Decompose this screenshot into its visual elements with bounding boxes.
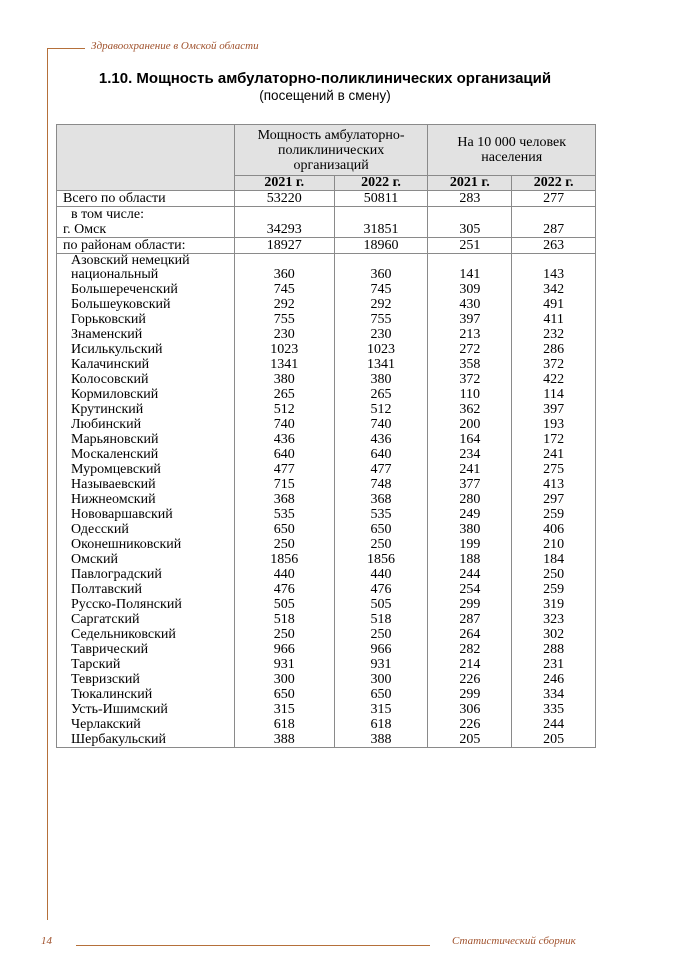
row-label: Крутинский: [57, 402, 235, 417]
value-cell: 377: [428, 477, 512, 492]
table-row: [57, 582, 596, 597]
value-cell: 306: [428, 702, 512, 717]
value-cell: 397: [512, 402, 596, 417]
value-cell: 440: [334, 567, 428, 582]
year-header: 2022 г.: [334, 176, 428, 191]
row-label: Москаленский: [57, 447, 235, 462]
value-cell: 287: [512, 222, 596, 238]
value-cell: [428, 207, 512, 223]
value-cell: 323: [512, 612, 596, 627]
value-cell: 319: [512, 597, 596, 612]
corner-header-cell: [57, 125, 235, 191]
table-row: [57, 492, 596, 507]
table-row: [57, 297, 596, 312]
table-row: [57, 447, 596, 462]
value-cell: 241: [512, 447, 596, 462]
row-label: Таврический: [57, 642, 235, 657]
table-row: [57, 327, 596, 342]
value-cell: 931: [334, 657, 428, 672]
value-cell: 299: [428, 597, 512, 612]
table-row: [57, 254, 596, 283]
value-cell: 931: [234, 657, 334, 672]
row-label: Седельниковский: [57, 627, 235, 642]
value-cell: 283: [428, 191, 512, 207]
value-cell: 188: [428, 552, 512, 567]
value-cell: 372: [428, 372, 512, 387]
value-cell: 300: [234, 672, 334, 687]
value-cell: 491: [512, 297, 596, 312]
value-cell: 226: [428, 717, 512, 732]
value-cell: 1856: [334, 552, 428, 567]
value-cell: 1341: [334, 357, 428, 372]
row-label: в том числе:: [57, 207, 235, 223]
value-cell: [512, 207, 596, 223]
value-cell: 244: [428, 567, 512, 582]
value-cell: 715: [234, 477, 334, 492]
value-cell: 193: [512, 417, 596, 432]
value-cell: 230: [234, 327, 334, 342]
value-cell: 505: [334, 597, 428, 612]
value-cell: 388: [234, 732, 334, 748]
column-group-per-10000: На 10 000 человек населения: [428, 125, 596, 176]
row-label: Называевский: [57, 477, 235, 492]
table-row: [57, 312, 596, 327]
value-cell: 618: [234, 717, 334, 732]
table-row: [57, 507, 596, 522]
value-cell: 288: [512, 642, 596, 657]
row-label: Любинский: [57, 417, 235, 432]
row-label: Полтавский: [57, 582, 235, 597]
value-cell: 250: [334, 537, 428, 552]
value-cell: 287: [428, 612, 512, 627]
row-label: Русско-Полянский: [57, 597, 235, 612]
value-cell: 406: [512, 522, 596, 537]
row-label: Омский: [57, 552, 235, 567]
value-cell: 300: [334, 672, 428, 687]
table-row: [57, 522, 596, 537]
value-cell: 232: [512, 327, 596, 342]
row-label: Нововаршавский: [57, 507, 235, 522]
row-label: Павлоградский: [57, 567, 235, 582]
value-cell: 246: [512, 672, 596, 687]
running-footer: Статистический сборник: [452, 935, 576, 947]
table-row: [57, 477, 596, 492]
value-cell: 966: [234, 642, 334, 657]
table-row: [57, 657, 596, 672]
value-cell: 650: [234, 522, 334, 537]
value-cell: 250: [234, 627, 334, 642]
value-cell: 309: [428, 282, 512, 297]
value-cell: 302: [512, 627, 596, 642]
value-cell: 275: [512, 462, 596, 477]
value-cell: 1023: [234, 342, 334, 357]
row-label: Марьяновский: [57, 432, 235, 447]
table-row: [57, 552, 596, 567]
value-cell: 372: [512, 357, 596, 372]
value-cell: 368: [334, 492, 428, 507]
row-label: Тевризский: [57, 672, 235, 687]
row-label: Тюкалинский: [57, 687, 235, 702]
table-row: [57, 702, 596, 717]
value-cell: 535: [234, 507, 334, 522]
row-label: Усть-Ишимский: [57, 702, 235, 717]
value-cell: 114: [512, 387, 596, 402]
value-cell: 254: [428, 582, 512, 597]
value-cell: 380: [234, 372, 334, 387]
table-row: [57, 612, 596, 627]
value-cell: 745: [334, 282, 428, 297]
value-cell: 1023: [334, 342, 428, 357]
row-label: Знаменский: [57, 327, 235, 342]
table-row: [57, 357, 596, 372]
value-cell: 388: [334, 732, 428, 748]
value-cell: 297: [512, 492, 596, 507]
value-cell: 250: [334, 627, 428, 642]
value-cell: 265: [234, 387, 334, 402]
value-cell: 362: [428, 402, 512, 417]
value-cell: 249: [428, 507, 512, 522]
table-row: [57, 687, 596, 702]
value-cell: 226: [428, 672, 512, 687]
row-label: Исилькульский: [57, 342, 235, 357]
year-header: 2021 г.: [428, 176, 512, 191]
value-cell: 292: [234, 297, 334, 312]
table-title: 1.10. Мощность амбулаторно-поликлинических организаций: [98, 70, 552, 87]
value-cell: 422: [512, 372, 596, 387]
table-row: [57, 597, 596, 612]
value-cell: 263: [512, 238, 596, 254]
row-label: Тарский: [57, 657, 235, 672]
value-cell: 640: [234, 447, 334, 462]
table-row: [57, 238, 596, 254]
page-number: 14: [41, 935, 52, 947]
value-cell: 143: [512, 254, 596, 283]
value-cell: 315: [234, 702, 334, 717]
column-group-capacity: Мощность амбулаторно-поликлинических организаций: [234, 125, 428, 176]
value-cell: 436: [334, 432, 428, 447]
value-cell: 476: [334, 582, 428, 597]
table-row: [57, 342, 596, 357]
value-cell: 292: [334, 297, 428, 312]
table-row: [57, 627, 596, 642]
table-row: [57, 191, 596, 207]
value-cell: 184: [512, 552, 596, 567]
row-label: Азовский немецкий национальный: [57, 254, 235, 283]
table-row: [57, 402, 596, 417]
table-row: [57, 207, 596, 223]
value-cell: 380: [334, 372, 428, 387]
value-cell: 413: [512, 477, 596, 492]
value-cell: 748: [334, 477, 428, 492]
footer-rule: [76, 945, 430, 946]
table-body: [57, 191, 596, 748]
value-cell: 360: [334, 254, 428, 283]
value-cell: 244: [512, 717, 596, 732]
row-label: Большереченский: [57, 282, 235, 297]
row-label: Всего по области: [57, 191, 235, 207]
value-cell: 505: [234, 597, 334, 612]
value-cell: 755: [234, 312, 334, 327]
table-row: [57, 732, 596, 748]
year-header: 2021 г.: [234, 176, 334, 191]
value-cell: 430: [428, 297, 512, 312]
value-cell: 518: [334, 612, 428, 627]
value-cell: 640: [334, 447, 428, 462]
value-cell: 213: [428, 327, 512, 342]
margin-rule-vertical: [47, 48, 48, 920]
value-cell: 18960: [334, 238, 428, 254]
value-cell: 31851: [334, 222, 428, 238]
value-cell: 358: [428, 357, 512, 372]
table-row: [57, 282, 596, 297]
value-cell: 299: [428, 687, 512, 702]
value-cell: 259: [512, 507, 596, 522]
value-cell: 205: [428, 732, 512, 748]
table-row: [57, 672, 596, 687]
value-cell: 53220: [234, 191, 334, 207]
table-row: [57, 537, 596, 552]
value-cell: 272: [428, 342, 512, 357]
table-row: [57, 372, 596, 387]
value-cell: 200: [428, 417, 512, 432]
statistics-table: [56, 124, 596, 748]
value-cell: 411: [512, 312, 596, 327]
value-cell: 966: [334, 642, 428, 657]
value-cell: 477: [234, 462, 334, 477]
value-cell: 141: [428, 254, 512, 283]
value-cell: 397: [428, 312, 512, 327]
row-label: Большеуковский: [57, 297, 235, 312]
value-cell: 335: [512, 702, 596, 717]
value-cell: 250: [512, 567, 596, 582]
table-row: [57, 567, 596, 582]
row-label: Саргатский: [57, 612, 235, 627]
value-cell: 440: [234, 567, 334, 582]
value-cell: 251: [428, 238, 512, 254]
row-label: Муромцевский: [57, 462, 235, 477]
value-cell: 342: [512, 282, 596, 297]
value-cell: 214: [428, 657, 512, 672]
value-cell: 512: [334, 402, 428, 417]
value-cell: 18927: [234, 238, 334, 254]
row-label: Горьковский: [57, 312, 235, 327]
value-cell: [234, 207, 334, 223]
value-cell: 368: [234, 492, 334, 507]
value-cell: 618: [334, 717, 428, 732]
value-cell: 650: [334, 687, 428, 702]
value-cell: 1341: [234, 357, 334, 372]
row-label: Одесский: [57, 522, 235, 537]
header-rule: [47, 48, 85, 49]
value-cell: 241: [428, 462, 512, 477]
value-cell: 1856: [234, 552, 334, 567]
row-label: Нижнеомский: [57, 492, 235, 507]
value-cell: 334: [512, 687, 596, 702]
row-label: Колосовский: [57, 372, 235, 387]
value-cell: 360: [234, 254, 334, 283]
table-row: [57, 222, 596, 238]
value-cell: 535: [334, 507, 428, 522]
value-cell: 280: [428, 492, 512, 507]
table-subtitle: (посещений в смену): [259, 88, 391, 103]
table-row: [57, 462, 596, 477]
table-row: [57, 642, 596, 657]
row-label: Калачинский: [57, 357, 235, 372]
value-cell: 286: [512, 342, 596, 357]
value-cell: 740: [334, 417, 428, 432]
row-label: по районам области:: [57, 238, 235, 254]
value-cell: 755: [334, 312, 428, 327]
value-cell: 230: [334, 327, 428, 342]
value-cell: 477: [334, 462, 428, 477]
value-cell: 380: [428, 522, 512, 537]
table-row: [57, 717, 596, 732]
table-row: [57, 387, 596, 402]
value-cell: 512: [234, 402, 334, 417]
value-cell: 205: [512, 732, 596, 748]
value-cell: 259: [512, 582, 596, 597]
value-cell: 265: [334, 387, 428, 402]
value-cell: 264: [428, 627, 512, 642]
row-label: Оконешниковский: [57, 537, 235, 552]
value-cell: 50811: [334, 191, 428, 207]
value-cell: 745: [234, 282, 334, 297]
table-row: [57, 432, 596, 447]
value-cell: 110: [428, 387, 512, 402]
value-cell: 740: [234, 417, 334, 432]
value-cell: [334, 207, 428, 223]
value-cell: 476: [234, 582, 334, 597]
value-cell: 172: [512, 432, 596, 447]
value-cell: 164: [428, 432, 512, 447]
value-cell: 250: [234, 537, 334, 552]
value-cell: 210: [512, 537, 596, 552]
value-cell: 231: [512, 657, 596, 672]
row-label: Шербакульский: [57, 732, 235, 748]
value-cell: 650: [334, 522, 428, 537]
value-cell: 305: [428, 222, 512, 238]
row-label: г. Омск: [57, 222, 235, 238]
value-cell: 199: [428, 537, 512, 552]
value-cell: 436: [234, 432, 334, 447]
year-header: 2022 г.: [512, 176, 596, 191]
row-label: Кормиловский: [57, 387, 235, 402]
value-cell: 650: [234, 687, 334, 702]
value-cell: 315: [334, 702, 428, 717]
value-cell: 34293: [234, 222, 334, 238]
row-label: Черлакский: [57, 717, 235, 732]
value-cell: 277: [512, 191, 596, 207]
value-cell: 282: [428, 642, 512, 657]
value-cell: 234: [428, 447, 512, 462]
running-header: Здравоохранение в Омской области: [91, 40, 259, 52]
value-cell: 518: [234, 612, 334, 627]
table-row: [57, 417, 596, 432]
